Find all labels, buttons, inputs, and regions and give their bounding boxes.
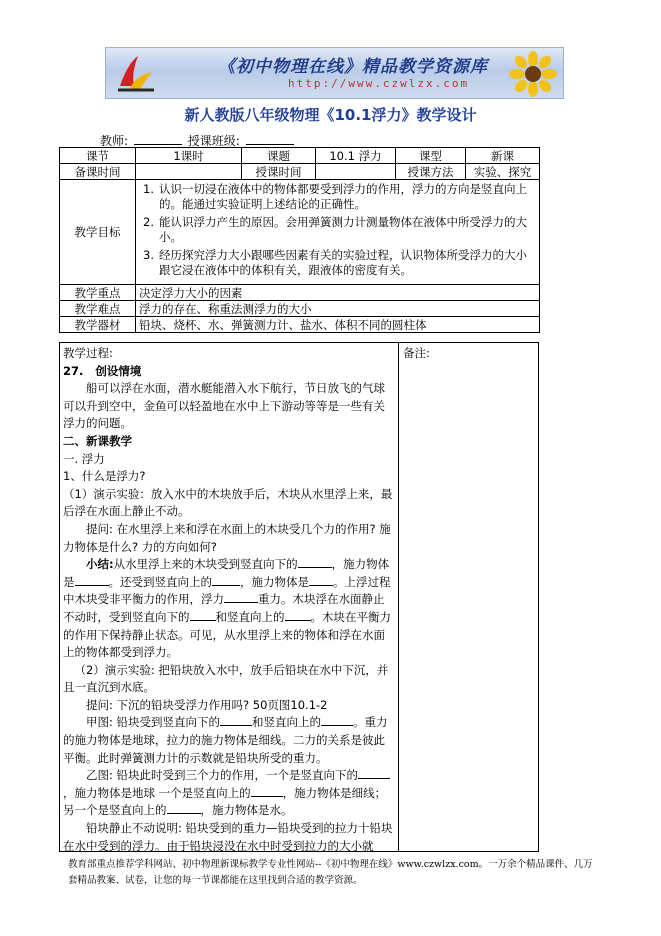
cell-method-label: 授课方法	[396, 164, 466, 180]
summary-paragraph	[63, 556, 395, 662]
summary-text: 。木块在平衡力的作用下保持静止状态。可见，从水里浮上来的物体和浮在水面上的物体都受到浮力。	[63, 609, 391, 660]
goal-text: 认识一切浸在液体中的物体都要受到浮力的作用，浮力的方向是竖直向上的。能通过实验证明上述结论的正确性。	[159, 182, 527, 211]
cell-type-label: 课型	[396, 148, 466, 164]
figure-b-text: 乙图: 铅块此时受到三个力的作用，一个是竖直向下的	[86, 768, 359, 783]
summary-text: 。还受到竖直向上的	[108, 574, 212, 589]
experiment-1: （1）演示实验：放入水中的木块放手后，木块从水里浮上来，最后浮在水面上静止不动。	[63, 486, 393, 519]
fill-blank	[298, 556, 332, 568]
document-title: 新人教版八年级物理《10.1浮力》教学设计	[184, 106, 477, 124]
question-1: 1、什么是浮力?	[63, 469, 146, 484]
cell-lesson-value: 1课时	[136, 148, 242, 164]
column-divider	[398, 343, 399, 851]
site-logo-icon	[114, 52, 158, 94]
section2-heading: 二、新课教学	[63, 433, 132, 448]
teacher-label: 教师:	[100, 134, 129, 148]
fill-blank	[309, 574, 333, 586]
section1-heading	[63, 363, 395, 381]
teaching-process-box	[59, 342, 539, 852]
fill-blank	[220, 714, 252, 726]
fill-blank	[224, 591, 258, 603]
process-heading: 教学过程:	[63, 346, 113, 360]
class-label: 授课班级:	[187, 134, 240, 148]
cell-lesson-label: 课节	[60, 148, 136, 164]
fill-blank	[190, 609, 216, 621]
cell-class-time-label: 授课时间	[242, 164, 316, 180]
figure-b-paragraph	[63, 767, 395, 820]
ask-2: 提问: 下沉的铅块受浮力作用吗? 50页图10.1-2	[86, 697, 328, 712]
summary-text: ，施力物体是	[240, 574, 309, 589]
process-content	[63, 345, 395, 855]
lesson-info-table	[59, 147, 540, 333]
banner-url[interactable]: http://www.czwlzx.com	[288, 77, 470, 90]
notes-label: 备注:	[403, 346, 430, 360]
fill-blank	[321, 714, 353, 726]
summary-text: 。上浮过程中木块受非平衡力的作用，浮力	[63, 574, 391, 607]
summary-text: 重力。木块浮在水面静止不动时，受到竖直向下的	[63, 592, 385, 624]
table-row	[60, 148, 540, 164]
table-row	[60, 285, 540, 301]
fill-blank	[285, 609, 311, 621]
cell-class-time-value	[316, 164, 396, 180]
cell-goals	[136, 180, 540, 285]
section2-subheading: 一. 浮力	[63, 451, 105, 466]
sunflower-icon	[509, 51, 557, 97]
final-paragraph: 铅块静止不动说明: 铅块受到的重力—铅块受到的拉力十铅块在水中受到的浮力。由于铅块浸没在水中时受到拉力的大小就	[63, 821, 393, 853]
cell-prep-time-value	[136, 164, 242, 180]
summary-label: 小结:	[86, 557, 114, 572]
cell-difficult-label: 教学难点	[60, 301, 136, 317]
table-row	[60, 301, 540, 317]
cell-equipment-value: 铅块、烧杯、水、弹簧测力计、盐水、体积不同的圆柱体	[136, 317, 540, 333]
experiment-2: （2）演示实验: 把铅块放入水中，放手后铅块在水中下沉，并且一直沉到水底。	[63, 662, 389, 695]
class-blank	[246, 133, 294, 145]
table-row	[60, 180, 540, 285]
cell-goals-label: 教学目标	[60, 180, 136, 285]
fill-blank	[167, 802, 201, 814]
section1-number: 27.	[63, 363, 84, 378]
figure-a-text: 和竖直向上的	[252, 715, 322, 730]
teacher-blank	[134, 133, 182, 145]
figure-b-text: ，施力物体是细线；另一个是竖直向上的	[63, 785, 387, 818]
list-item	[139, 182, 536, 212]
figure-b-text: ，施力物体是地球 一个是竖直向上的	[63, 785, 251, 800]
fill-blank	[358, 767, 390, 779]
header-banner	[105, 47, 564, 99]
cell-method-value: 实验、探究	[466, 164, 540, 180]
summary-text: 从水里浮上来的木块受到竖直向下的	[113, 557, 298, 572]
goal-number: 2.	[143, 215, 154, 229]
figure-a-text: 甲图: 铅块受到竖直向下的	[86, 715, 221, 730]
fill-blank	[212, 574, 240, 586]
goal-number: 3.	[143, 248, 154, 262]
summary-text: 和竖直向上的	[215, 609, 285, 624]
figure-a-paragraph	[63, 714, 395, 767]
cell-equipment-label: 教学器材	[60, 317, 136, 333]
figure-a-text: 。重力的施力物体是地球，拉力的施力物体是细线。二力的关系是彼此平衡。此时弹簧测力计的示数就是铅块所受的重力。	[63, 715, 388, 765]
cell-key-label: 教学重点	[60, 285, 136, 301]
goal-text: 经历探究浮力大小跟哪些因素有关的实验过程，认识物体所受浮力的大小跟它浸在液体中的体积有关，跟液体的密度有关。	[159, 248, 527, 277]
goals-list	[139, 182, 536, 278]
fill-blank	[75, 574, 109, 586]
list-item	[139, 215, 536, 245]
cell-prep-time-label: 备课时间	[60, 164, 136, 180]
table-row	[60, 317, 540, 333]
table-row	[60, 164, 540, 180]
section1-title: 创设情境	[95, 363, 142, 378]
cell-topic-value: 10.1 浮力	[316, 148, 396, 164]
figure-b-text: ，施力物体是水。	[200, 803, 293, 818]
section1-paragraph: 船可以浮在水面，潜水艇能潜入水下航行，节日放飞的气球可以升到空中，金鱼可以轻盈地在水中上下游动等等是一些有关浮力的问题。	[63, 381, 385, 431]
cell-difficult-value: 浮力的存在、称重法测浮力的大小	[136, 301, 540, 317]
cell-type-value: 新课	[466, 148, 540, 164]
goal-number: 1.	[143, 182, 154, 196]
fill-blank	[251, 785, 283, 797]
goal-text: 能认识浮力产生的原因。会用弹簧测力计测量物体在液体中所受浮力的大小。	[159, 215, 527, 244]
summary-text: ，施力物体是	[63, 557, 390, 589]
cell-topic-label: 课题	[242, 148, 316, 164]
banner-title: 《初中物理在线》精品教学资源库	[218, 57, 488, 77]
ask-1: 提问: 在水里浮上来和浮在水面上的木块受几个力的作用? 施力物体是什么? 力的方向如何?	[63, 521, 391, 554]
cell-key-value: 决定浮力大小的因素	[136, 285, 540, 301]
page-footer: 教育部重点推荐学科网站、初中物理新课标教学专业性网站--《初中物理在线》www.czwlzx.com。一万余个精品课件、几万套精品教案、试卷，让您的每一节课都能在这里找到合适的教学资源。	[68, 859, 593, 886]
list-item	[139, 248, 536, 278]
